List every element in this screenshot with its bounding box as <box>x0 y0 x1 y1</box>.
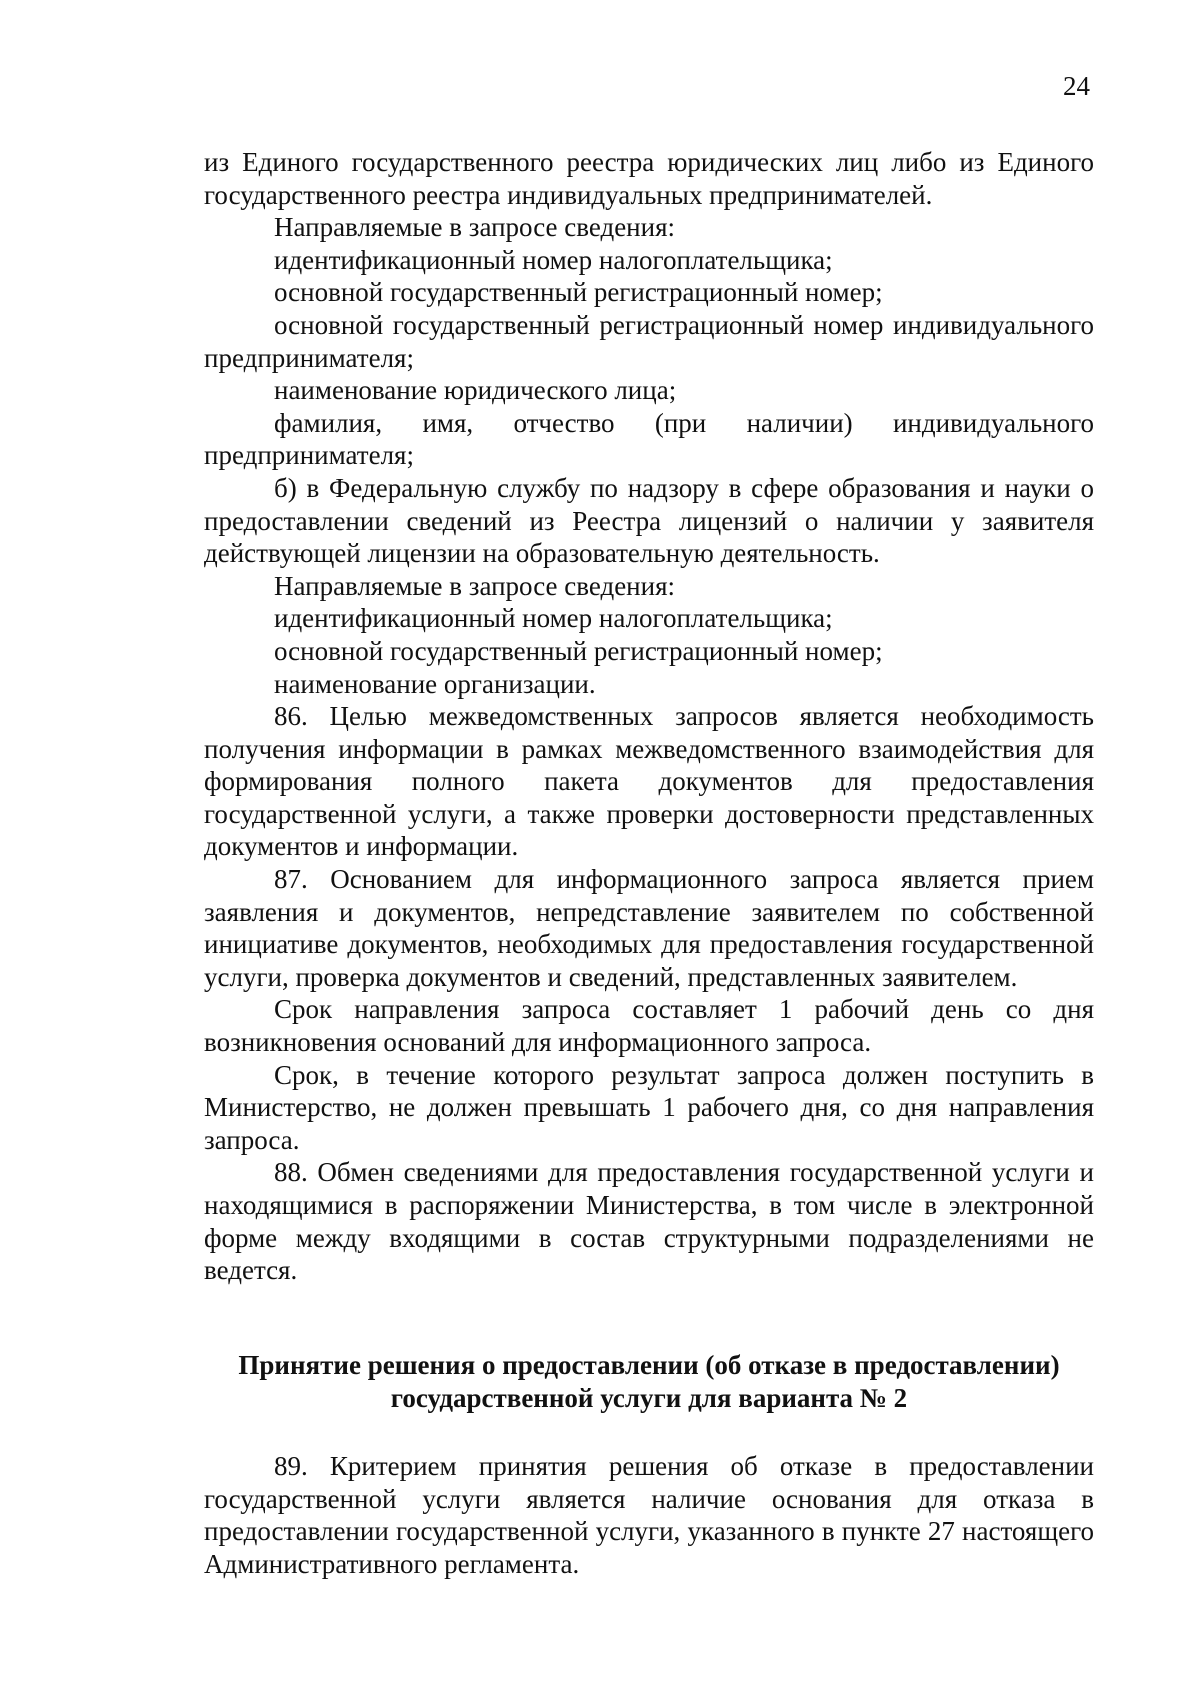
paragraph-7: фамилия, имя, отчество (при наличии) индивидуального предпринимателя; <box>204 407 1094 471</box>
final-text <box>204 1450 1094 1580</box>
paragraph-1: из Единого государственного реестра юридических лиц либо из Единого государственного реестра индивидуальных предпринимателей. <box>204 147 1094 210</box>
paragraph-9: Направляемые в запросе сведения: <box>274 570 675 601</box>
paragraph-2: Направляемые в запросе сведения: <box>274 212 675 243</box>
paragraph-6: наименование юридического лица; <box>274 375 677 406</box>
paragraph-13: 86. Целью межведомственных запросов является необходимость получения информации в рамках межведомственного взаимодействия для формирования полного пакета документов для предоставления государственной услуги, а также проверки достоверности представленных документов и информации. <box>204 701 1094 862</box>
paragraph-4: основной государственный регистрационный номер; <box>274 277 883 308</box>
body-text <box>204 146 1094 1287</box>
paragraph-5: основной государственный регистрационный номер индивидуального предпринимателя; <box>204 309 1094 373</box>
paragraph-16: Срок, в течение которого результат запроса должен поступить в Министерство, не должен превышать 1 рабочего дня, со дня направления запроса. <box>204 1059 1094 1155</box>
paragraph-12: наименование организации. <box>274 668 596 699</box>
paragraph-17: 88. Обмен сведениями для предоставления государственной услуги и находящимися в распоряжении Министерства, в том числе в электронной форме между входящими в состав структурными подразделениями не ведется. <box>204 1157 1094 1286</box>
paragraph-8: б) в Федеральную службу по надзору в сфере образования и науки о предоставлении сведений из Реестра лицензий о наличии у заявителя действующей лицензии на образовательную деятельность. <box>204 472 1094 569</box>
section-heading-line-1: Принятие решения о предоставлении (об отказе в предоставлении) <box>238 1350 1060 1380</box>
page-number: 24 <box>1063 71 1090 101</box>
paragraph-3: идентификационный номер налогоплательщика; <box>274 244 833 275</box>
paragraph-15: Срок направления запроса составляет 1 рабочий день со дня возникновения оснований для информационного запроса. <box>204 994 1094 1058</box>
paragraph-10: идентификационный номер налогоплательщика; <box>274 603 833 634</box>
paragraph-14: 87. Основанием для информационного запроса является прием заявления и документов, непредставление заявителем по собственной инициативе документов, необходимых для предоставления государственной услуги, проверка документов и сведений, представленных заявителем. <box>204 864 1094 992</box>
paragraph-89: 89. Критерием принятия решения об отказе в предоставлении государственной услуги является наличие основания для отказа в предоставлении государственной услуги, указанного в пункте 27 настоящего Административного регламента. <box>204 1451 1094 1579</box>
section-heading <box>204 1349 1094 1415</box>
section-heading-line-2: государственной услуги для варианта № 2 <box>390 1383 908 1413</box>
paragraph-11: основной государственный регистрационный номер; <box>274 635 883 666</box>
